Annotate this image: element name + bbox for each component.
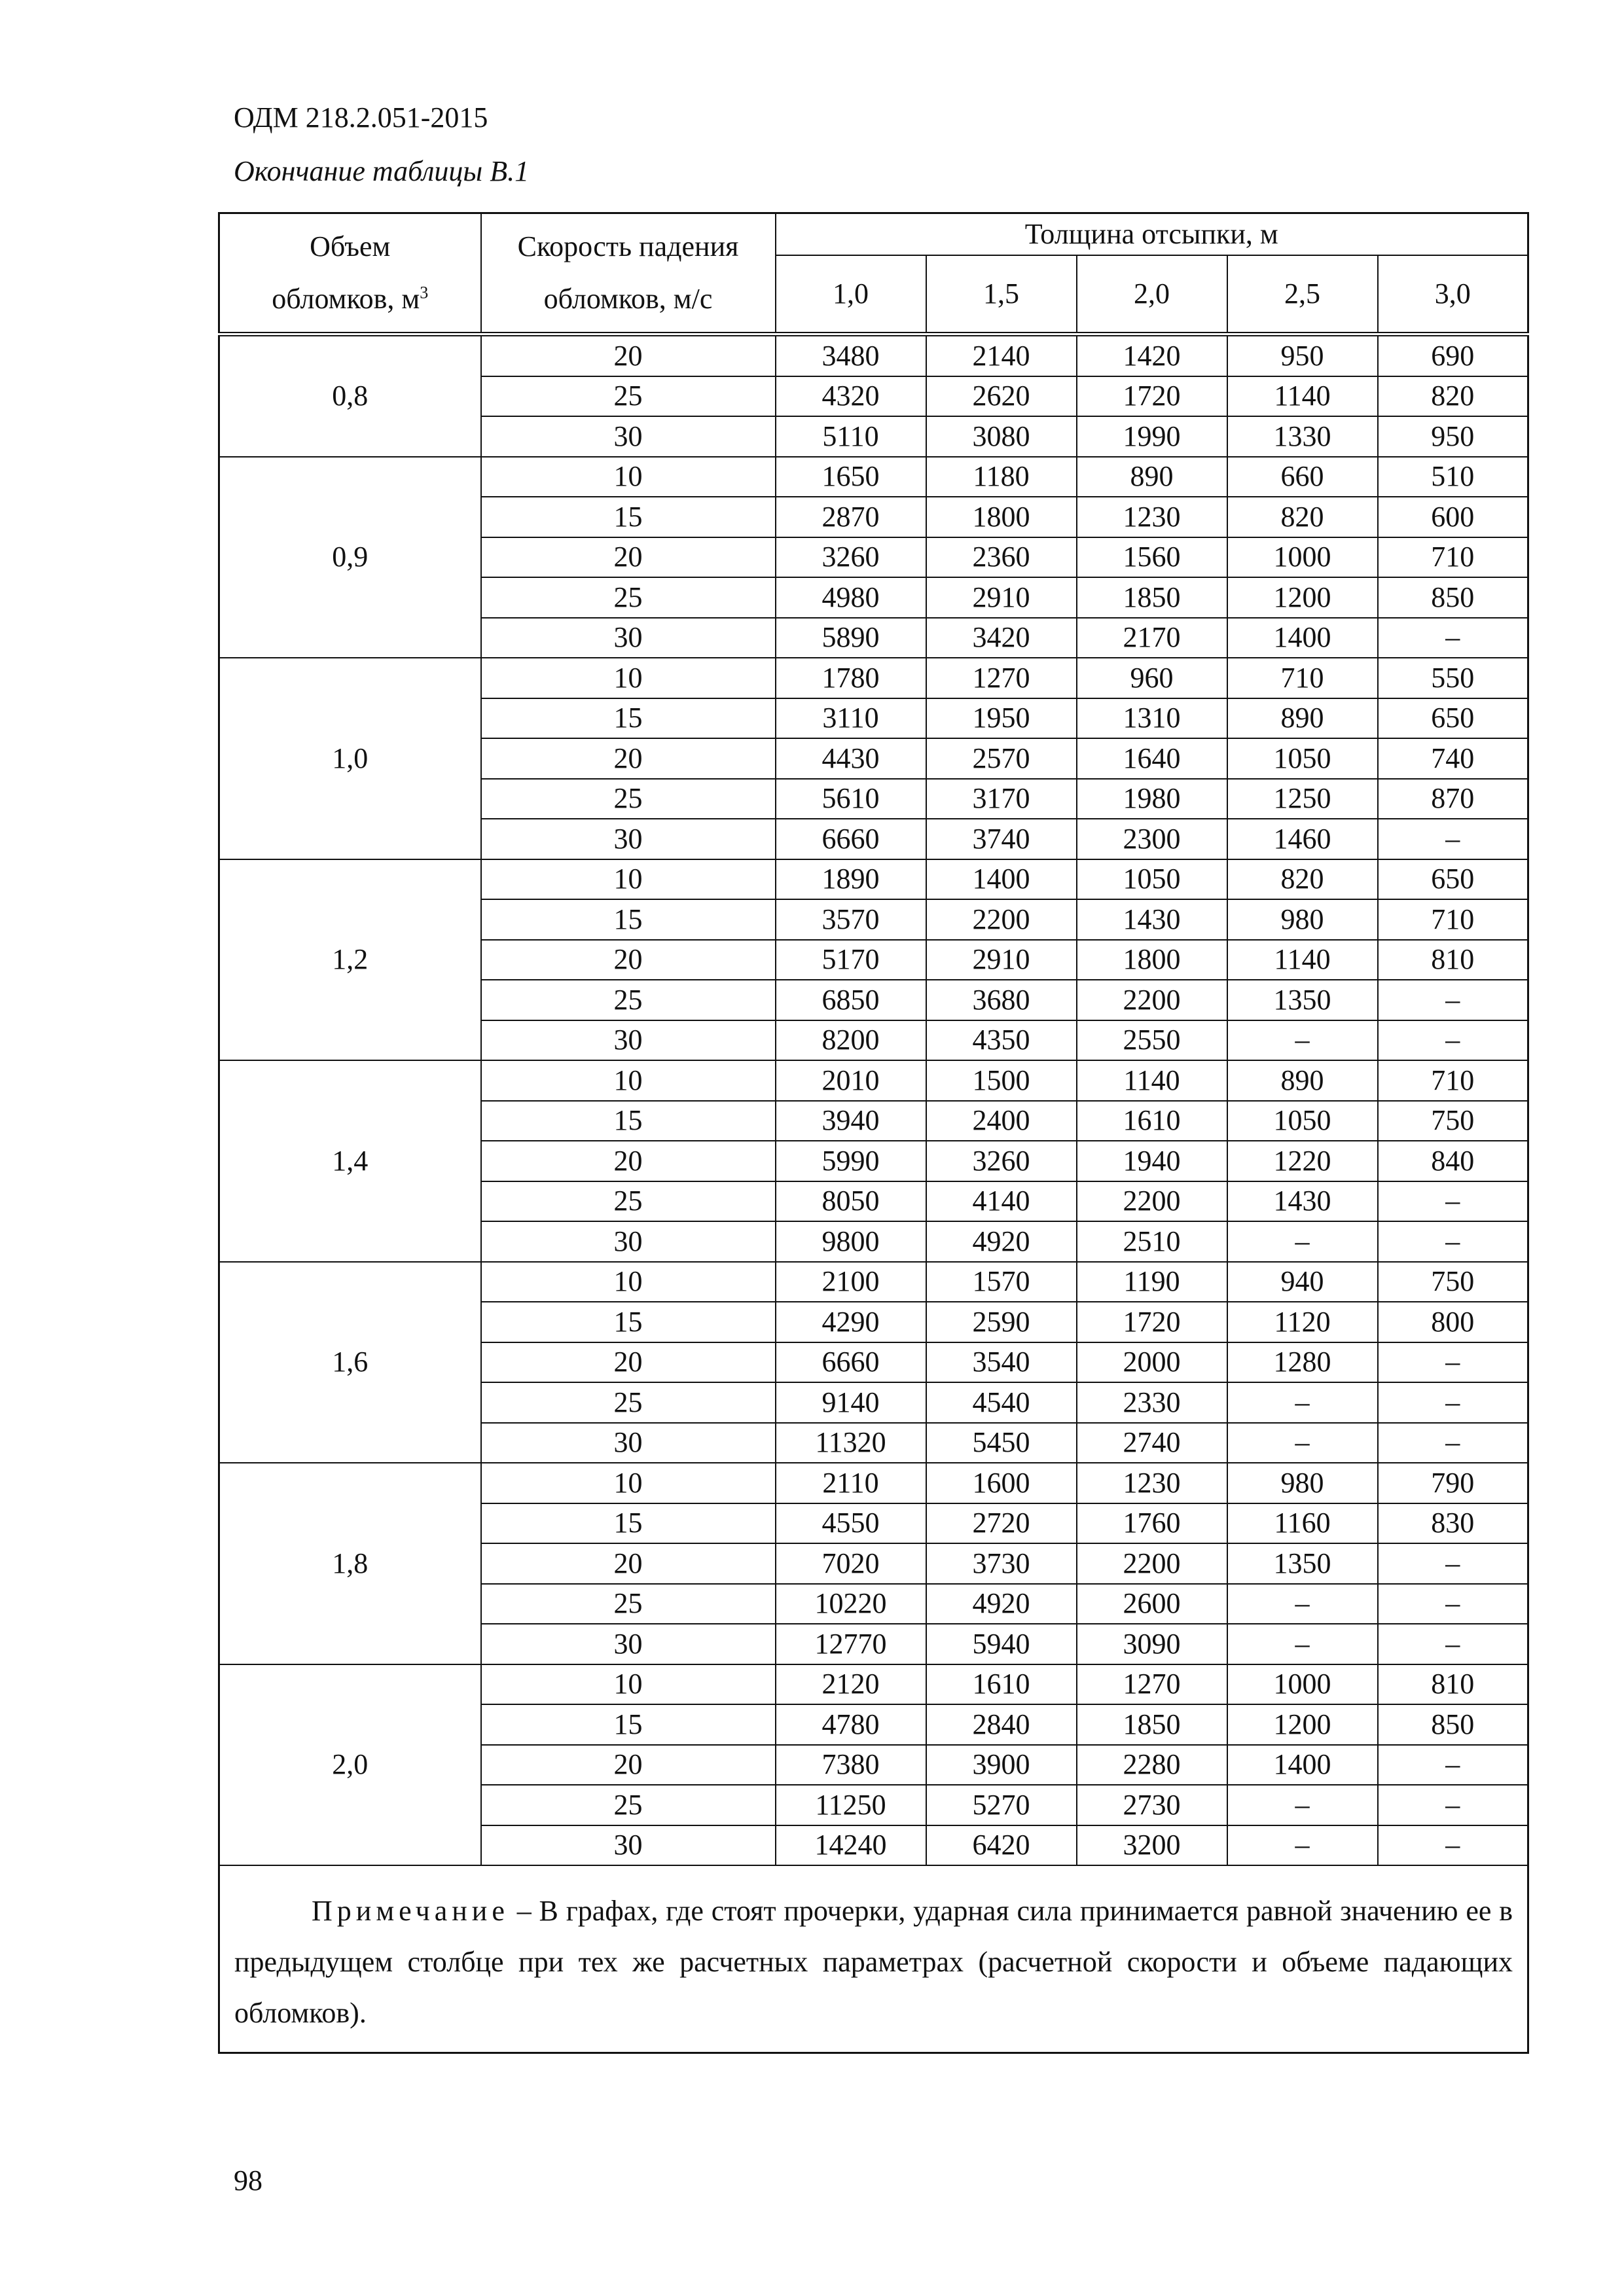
force-value-cell: 750 — [1378, 1101, 1528, 1141]
force-value-cell: 8050 — [776, 1181, 926, 1222]
thickness-group-header: Толщина отсыпки, м — [776, 213, 1528, 256]
force-value-cell: 830 — [1378, 1503, 1528, 1544]
volume-column-header — [219, 213, 481, 334]
force-value-cell: – — [1227, 1624, 1378, 1664]
force-value-cell: 8200 — [776, 1020, 926, 1061]
force-value-cell: – — [1227, 1020, 1378, 1061]
force-value-cell: 1220 — [1227, 1141, 1378, 1181]
speed-cell: 30 — [481, 819, 776, 859]
force-value-cell: 840 — [1378, 1141, 1528, 1181]
note-paragraph — [234, 1886, 1513, 2039]
force-value-cell: 3480 — [776, 334, 926, 376]
force-value-cell: 710 — [1378, 899, 1528, 940]
force-value-cell: 5170 — [776, 940, 926, 980]
table-row — [219, 1463, 1528, 1503]
note-label: Примечание — [312, 1895, 509, 1927]
force-value-cell: 2280 — [1077, 1745, 1227, 1785]
force-value-cell: 3110 — [776, 698, 926, 739]
force-value-cell: 1350 — [1227, 980, 1378, 1020]
force-value-cell: 1230 — [1077, 497, 1227, 537]
speed-header-line2: обломков, м/с — [543, 283, 713, 315]
force-value-cell: 2550 — [1077, 1020, 1227, 1061]
force-value-cell: 600 — [1378, 497, 1528, 537]
force-value-cell: 3260 — [776, 537, 926, 578]
force-value-cell: 810 — [1378, 940, 1528, 980]
force-value-cell: 1200 — [1227, 1704, 1378, 1745]
force-value-cell: 11320 — [776, 1423, 926, 1463]
force-value-cell: 1890 — [776, 859, 926, 900]
force-value-cell: 4290 — [776, 1302, 926, 1342]
force-value-cell: 890 — [1077, 457, 1227, 497]
force-value-cell: 2840 — [926, 1704, 1077, 1745]
speed-header-line1: Скорость падения — [517, 230, 739, 262]
force-value-cell: – — [1378, 819, 1528, 859]
force-value-cell: 5610 — [776, 779, 926, 819]
force-value-cell: 1250 — [1227, 779, 1378, 819]
speed-cell: 15 — [481, 1704, 776, 1745]
force-value-cell: 820 — [1227, 497, 1378, 537]
volume-cell: 1,8 — [219, 1463, 481, 1664]
force-value-cell: 1610 — [1077, 1101, 1227, 1141]
force-value-cell: 1160 — [1227, 1503, 1378, 1544]
speed-cell: 25 — [481, 980, 776, 1020]
force-value-cell: – — [1378, 980, 1528, 1020]
force-value-cell: 5990 — [776, 1141, 926, 1181]
force-value-cell: 2100 — [776, 1262, 926, 1302]
force-value-cell: 7020 — [776, 1543, 926, 1584]
force-value-cell: 1560 — [1077, 537, 1227, 578]
force-value-cell: 3900 — [926, 1745, 1077, 1785]
force-value-cell: 1270 — [926, 658, 1077, 698]
force-value-cell: 1650 — [776, 457, 926, 497]
force-value-cell: 690 — [1378, 334, 1528, 376]
force-value-cell: 890 — [1227, 1060, 1378, 1101]
thickness-column-header: 3,0 — [1378, 255, 1528, 334]
force-value-cell: 1280 — [1227, 1342, 1378, 1383]
force-value-cell: 3680 — [926, 980, 1077, 1020]
force-value-cell: – — [1378, 1181, 1528, 1222]
force-value-cell: 2910 — [926, 940, 1077, 980]
force-value-cell: 790 — [1378, 1463, 1528, 1503]
force-value-cell: 1400 — [926, 859, 1077, 900]
force-value-cell: 7380 — [776, 1745, 926, 1785]
force-value-cell: – — [1378, 1825, 1528, 1866]
force-value-cell: 1760 — [1077, 1503, 1227, 1544]
force-value-cell: 1990 — [1077, 416, 1227, 457]
force-value-cell: 5940 — [926, 1624, 1077, 1664]
force-value-cell: 5270 — [926, 1785, 1077, 1825]
force-value-cell: 4350 — [926, 1020, 1077, 1061]
force-value-cell: – — [1227, 1785, 1378, 1825]
speed-cell: 15 — [481, 497, 776, 537]
force-value-cell: 4140 — [926, 1181, 1077, 1222]
force-value-cell: 9800 — [776, 1221, 926, 1262]
speed-cell: 30 — [481, 1221, 776, 1262]
volume-cell: 1,2 — [219, 859, 481, 1061]
page-number: 98 — [234, 2164, 262, 2197]
force-value-cell: 2510 — [1077, 1221, 1227, 1262]
speed-cell: 20 — [481, 1342, 776, 1383]
force-value-cell: 1430 — [1227, 1181, 1378, 1222]
force-value-cell: 1800 — [926, 497, 1077, 537]
force-value-cell: 4920 — [926, 1584, 1077, 1624]
force-value-cell: 1270 — [1077, 1664, 1227, 1705]
force-value-cell: 1780 — [776, 658, 926, 698]
force-value-cell: 1330 — [1227, 416, 1378, 457]
force-value-cell: 6660 — [776, 819, 926, 859]
speed-cell: 10 — [481, 859, 776, 900]
speed-cell: 10 — [481, 658, 776, 698]
note-row — [219, 1865, 1528, 2053]
force-value-cell: 1720 — [1077, 1302, 1227, 1342]
force-value-cell: 5890 — [776, 618, 926, 658]
force-value-cell: 800 — [1378, 1302, 1528, 1342]
force-value-cell: 2170 — [1077, 618, 1227, 658]
force-value-cell: 10220 — [776, 1584, 926, 1624]
speed-cell: 20 — [481, 537, 776, 578]
volume-header-unit: обломков, м — [272, 283, 420, 315]
force-value-cell: 2300 — [1077, 819, 1227, 859]
force-value-cell: 1230 — [1077, 1463, 1227, 1503]
force-value-cell: 1640 — [1077, 738, 1227, 779]
impact-force-table — [218, 212, 1529, 2054]
volume-cell: 0,9 — [219, 457, 481, 658]
table-row — [219, 1664, 1528, 1705]
speed-cell: 20 — [481, 940, 776, 980]
force-value-cell: 2620 — [926, 376, 1077, 417]
force-value-cell: 650 — [1378, 698, 1528, 739]
volume-header-line2 — [220, 285, 480, 314]
force-value-cell: 1420 — [1077, 334, 1227, 376]
force-value-cell: 6850 — [776, 980, 926, 1020]
thickness-column-header: 1,0 — [776, 255, 926, 334]
table-caption: Окончание таблицы В.1 — [234, 155, 530, 187]
force-value-cell: 1180 — [926, 457, 1077, 497]
force-value-cell: 870 — [1378, 779, 1528, 819]
volume-cell: 0,8 — [219, 334, 481, 457]
force-value-cell: 2720 — [926, 1503, 1077, 1544]
force-value-cell: 1460 — [1227, 819, 1378, 859]
speed-cell: 20 — [481, 1543, 776, 1584]
force-value-cell: – — [1227, 1584, 1378, 1624]
volume-header-superscript: 3 — [420, 283, 429, 302]
force-value-cell: 1940 — [1077, 1141, 1227, 1181]
force-value-cell: 980 — [1227, 899, 1378, 940]
table-row — [219, 457, 1528, 497]
speed-cell: 30 — [481, 1624, 776, 1664]
speed-cell: 25 — [481, 1584, 776, 1624]
force-value-cell: 2740 — [1077, 1423, 1227, 1463]
force-value-cell: – — [1378, 1543, 1528, 1584]
force-value-cell: 2110 — [776, 1463, 926, 1503]
force-value-cell: 1400 — [1227, 1745, 1378, 1785]
force-value-cell: 2360 — [926, 537, 1077, 578]
force-value-cell: 4980 — [776, 577, 926, 618]
note-cell — [219, 1865, 1528, 2053]
table-row — [219, 859, 1528, 900]
force-value-cell: 5110 — [776, 416, 926, 457]
force-value-cell: – — [1227, 1423, 1378, 1463]
speed-cell: 25 — [481, 1382, 776, 1423]
speed-cell: 30 — [481, 416, 776, 457]
force-value-cell: 1050 — [1227, 738, 1378, 779]
speed-cell: 10 — [481, 1664, 776, 1705]
speed-cell: 25 — [481, 577, 776, 618]
force-value-cell: 2600 — [1077, 1584, 1227, 1624]
force-value-cell: 710 — [1378, 537, 1528, 578]
volume-header-line1: Объем — [310, 230, 391, 262]
force-value-cell: 3540 — [926, 1342, 1077, 1383]
force-value-cell: 1050 — [1077, 859, 1227, 900]
force-value-cell: 6420 — [926, 1825, 1077, 1866]
force-value-cell: 4780 — [776, 1704, 926, 1745]
thickness-column-header: 1,5 — [926, 255, 1077, 334]
force-value-cell: 1120 — [1227, 1302, 1378, 1342]
force-value-cell: 4430 — [776, 738, 926, 779]
force-value-cell: 2330 — [1077, 1382, 1227, 1423]
speed-cell: 15 — [481, 899, 776, 940]
force-value-cell: – — [1378, 1624, 1528, 1664]
force-value-cell: 810 — [1378, 1664, 1528, 1705]
force-value-cell: 3090 — [1077, 1624, 1227, 1664]
force-value-cell: 2570 — [926, 738, 1077, 779]
force-value-cell: 3260 — [926, 1141, 1077, 1181]
speed-cell: 10 — [481, 1463, 776, 1503]
force-value-cell: 1310 — [1077, 698, 1227, 739]
force-value-cell: 1140 — [1227, 940, 1378, 980]
force-value-cell: 940 — [1227, 1262, 1378, 1302]
force-value-cell: 1430 — [1077, 899, 1227, 940]
force-value-cell: 2910 — [926, 577, 1077, 618]
force-value-cell: 650 — [1378, 859, 1528, 900]
speed-cell: 20 — [481, 1745, 776, 1785]
table-row — [219, 1060, 1528, 1101]
force-value-cell: 14240 — [776, 1825, 926, 1866]
force-value-cell: – — [1378, 618, 1528, 658]
force-value-cell: 2400 — [926, 1101, 1077, 1141]
speed-cell: 20 — [481, 738, 776, 779]
force-value-cell: 850 — [1378, 1704, 1528, 1745]
force-value-cell: 1850 — [1077, 577, 1227, 618]
force-value-cell: – — [1378, 1584, 1528, 1624]
force-value-cell: 1140 — [1227, 376, 1378, 417]
volume-cell: 1,0 — [219, 658, 481, 859]
force-value-cell: 1980 — [1077, 779, 1227, 819]
force-value-cell: – — [1378, 1382, 1528, 1423]
force-value-cell: – — [1378, 1745, 1528, 1785]
force-value-cell: 3940 — [776, 1101, 926, 1141]
table-row — [219, 334, 1528, 376]
speed-cell: 15 — [481, 1503, 776, 1544]
speed-cell: 15 — [481, 1302, 776, 1342]
force-value-cell: – — [1378, 1785, 1528, 1825]
force-value-cell: 660 — [1227, 457, 1378, 497]
table-header — [219, 213, 1528, 334]
force-value-cell: 1610 — [926, 1664, 1077, 1705]
force-value-cell: – — [1378, 1423, 1528, 1463]
force-value-cell: – — [1378, 1342, 1528, 1383]
force-value-cell: 740 — [1378, 738, 1528, 779]
force-value-cell: 2120 — [776, 1664, 926, 1705]
force-value-cell: 550 — [1378, 658, 1528, 698]
force-value-cell: 1200 — [1227, 577, 1378, 618]
table-row — [219, 658, 1528, 698]
speed-column-header — [481, 213, 776, 334]
speed-cell: 30 — [481, 1825, 776, 1866]
force-value-cell: 950 — [1378, 416, 1528, 457]
force-value-cell: 1140 — [1077, 1060, 1227, 1101]
force-value-cell: 950 — [1227, 334, 1378, 376]
force-value-cell: 820 — [1378, 376, 1528, 417]
force-value-cell: 3200 — [1077, 1825, 1227, 1866]
force-value-cell: 3730 — [926, 1543, 1077, 1584]
force-value-cell: 1350 — [1227, 1543, 1378, 1584]
force-value-cell: 2870 — [776, 497, 926, 537]
force-value-cell: 2590 — [926, 1302, 1077, 1342]
force-value-cell: 1000 — [1227, 537, 1378, 578]
force-value-cell: 2000 — [1077, 1342, 1227, 1383]
force-value-cell: 2200 — [1077, 1181, 1227, 1222]
force-value-cell: 3740 — [926, 819, 1077, 859]
force-value-cell: 1000 — [1227, 1664, 1378, 1705]
force-value-cell: 1190 — [1077, 1262, 1227, 1302]
force-value-cell: 1950 — [926, 698, 1077, 739]
force-value-cell: 1570 — [926, 1262, 1077, 1302]
force-value-cell: 2200 — [1077, 980, 1227, 1020]
force-value-cell: 3570 — [776, 899, 926, 940]
force-value-cell: 1720 — [1077, 376, 1227, 417]
speed-cell: 30 — [481, 1423, 776, 1463]
force-value-cell: 2200 — [1077, 1543, 1227, 1584]
speed-cell: 20 — [481, 1141, 776, 1181]
force-value-cell: 2200 — [926, 899, 1077, 940]
volume-cell: 1,4 — [219, 1060, 481, 1262]
force-value-cell: 2140 — [926, 334, 1077, 376]
speed-cell: 25 — [481, 1181, 776, 1222]
force-value-cell: 12770 — [776, 1624, 926, 1664]
speed-cell: 10 — [481, 1262, 776, 1302]
force-value-cell: 4550 — [776, 1503, 926, 1544]
force-value-cell: – — [1227, 1382, 1378, 1423]
speed-cell: 25 — [481, 376, 776, 417]
table-body — [219, 334, 1528, 2053]
force-value-cell: 2730 — [1077, 1785, 1227, 1825]
force-value-cell: – — [1227, 1221, 1378, 1262]
force-value-cell: 710 — [1378, 1060, 1528, 1101]
force-value-cell: 6660 — [776, 1342, 926, 1383]
force-value-cell: – — [1378, 1020, 1528, 1061]
force-value-cell: – — [1378, 1221, 1528, 1262]
force-value-cell: 2010 — [776, 1060, 926, 1101]
force-value-cell: 11250 — [776, 1785, 926, 1825]
force-value-cell: 890 — [1227, 698, 1378, 739]
thickness-column-header: 2,5 — [1227, 255, 1378, 334]
force-value-cell: 9140 — [776, 1382, 926, 1423]
force-value-cell: 710 — [1227, 658, 1378, 698]
force-value-cell: 1850 — [1077, 1704, 1227, 1745]
force-value-cell: 980 — [1227, 1463, 1378, 1503]
speed-cell: 15 — [481, 1101, 776, 1141]
volume-cell: 2,0 — [219, 1664, 481, 1866]
force-value-cell: – — [1227, 1825, 1378, 1866]
force-value-cell: 3170 — [926, 779, 1077, 819]
speed-cell: 30 — [481, 1020, 776, 1061]
force-value-cell: 4320 — [776, 376, 926, 417]
speed-cell: 30 — [481, 618, 776, 658]
force-value-cell: 3080 — [926, 416, 1077, 457]
document-code: ОДМ 218.2.051-2015 — [234, 101, 488, 134]
speed-cell: 25 — [481, 1785, 776, 1825]
table-row — [219, 1262, 1528, 1302]
volume-cell: 1,6 — [219, 1262, 481, 1463]
force-value-cell: 4540 — [926, 1382, 1077, 1423]
force-value-cell: 3420 — [926, 618, 1077, 658]
force-value-cell: 750 — [1378, 1262, 1528, 1302]
force-value-cell: 1600 — [926, 1463, 1077, 1503]
note-text: – В графах, где стоят прочерки, ударная сила принимается равной значению ее в предыдущем столбце при тех же расчетных параметрах (расчетной скорости и объеме падающих обломков). — [234, 1895, 1513, 2029]
speed-cell: 10 — [481, 1060, 776, 1101]
force-value-cell: 960 — [1077, 658, 1227, 698]
speed-cell: 20 — [481, 334, 776, 376]
force-value-cell: 5450 — [926, 1423, 1077, 1463]
force-value-cell: 4920 — [926, 1221, 1077, 1262]
speed-cell: 25 — [481, 779, 776, 819]
force-value-cell: 1050 — [1227, 1101, 1378, 1141]
thickness-column-header: 2,0 — [1077, 255, 1227, 334]
force-value-cell: 1400 — [1227, 618, 1378, 658]
force-value-cell: 820 — [1227, 859, 1378, 900]
force-value-cell: 850 — [1378, 577, 1528, 618]
force-value-cell: 510 — [1378, 457, 1528, 497]
speed-cell: 15 — [481, 698, 776, 739]
force-value-cell: 1500 — [926, 1060, 1077, 1101]
speed-cell: 10 — [481, 457, 776, 497]
force-value-cell: 1800 — [1077, 940, 1227, 980]
